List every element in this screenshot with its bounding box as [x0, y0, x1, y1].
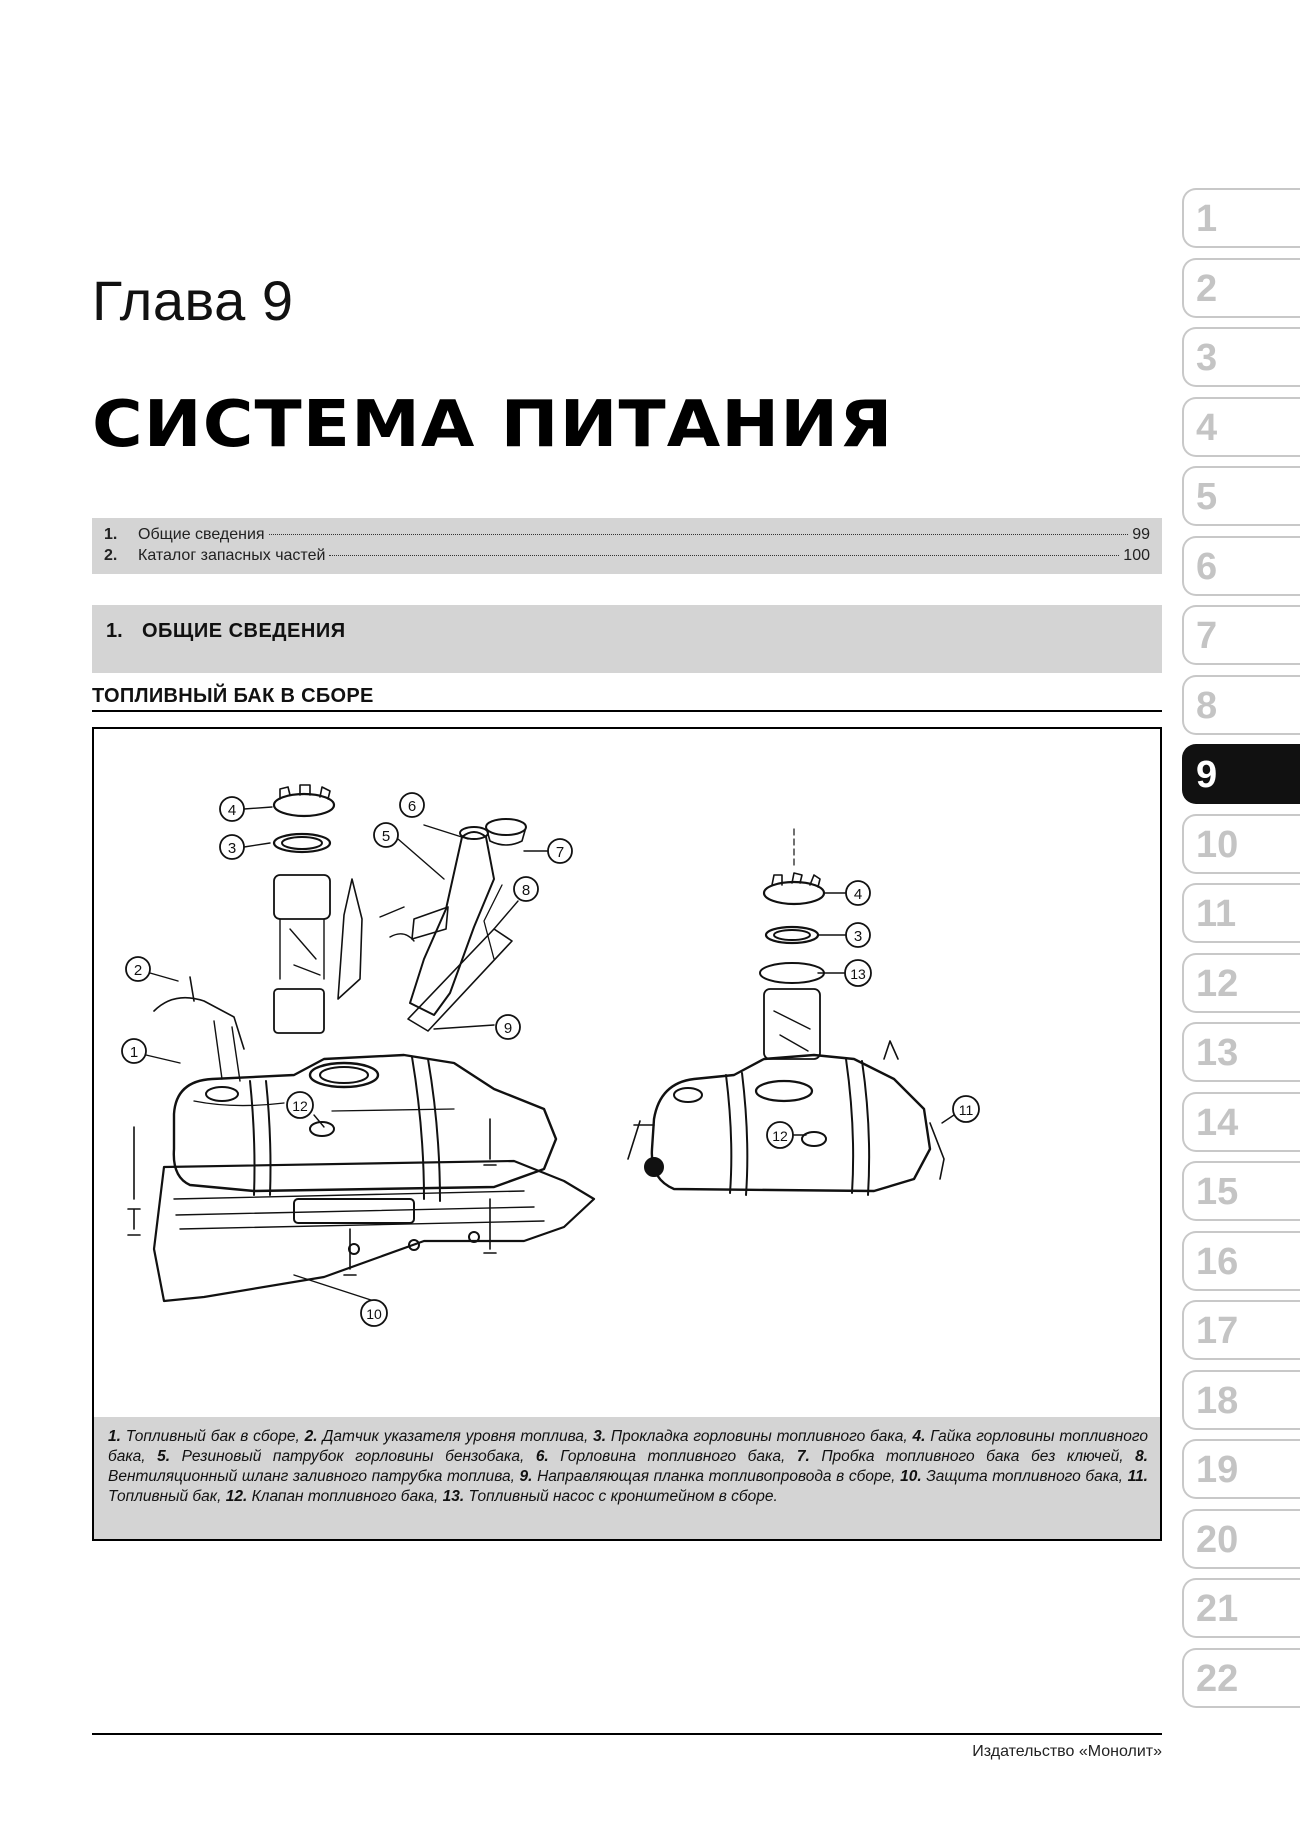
callout-label: 11 — [958, 1102, 974, 1118]
chapter-tab-18[interactable]: 18 — [1182, 1370, 1300, 1430]
chapter-tab-16[interactable]: 16 — [1182, 1231, 1300, 1291]
left-tank-assembly — [128, 785, 594, 1301]
fuel-tank-exploded-diagram — [94, 729, 1160, 1417]
chapter-tab-4[interactable]: 4 — [1182, 397, 1300, 457]
callout-label: 9 — [503, 1020, 513, 1037]
chapter-tab-10[interactable]: 10 — [1182, 814, 1300, 874]
chapter-tab-9[interactable]: 9 — [1182, 744, 1300, 804]
chapter-title: СИСТЕМА ПИТАНИЯ — [92, 388, 894, 462]
toc-leader-dots — [329, 555, 1119, 556]
callout-4-right — [846, 881, 870, 905]
callout-8 — [514, 877, 538, 901]
chapter-tab-12[interactable]: 12 — [1182, 953, 1300, 1013]
heading-rule — [92, 710, 1162, 712]
callout-label: 4 — [853, 886, 863, 903]
footer-rule — [92, 1733, 1162, 1735]
section-heading-bar — [92, 605, 1162, 673]
figure-caption: 1. Топливный бак в сборе, 2. Датчик указателя уровня топлива, 3. Прокладка горловины топливного бака, 4. Гайка горловины топливного бака, 5. Резиновый патрубок горловины бензобака, 6. Горловина топливного бака, 7. Пробка топливного бака без ключей, 8. Вентиляционный шланг заливного патрубка топлива, 9. Направляющая планка топливопровода в сборе, 10. Защита топливного бака, 11. Топливный бак, 12. Клапан топливного бака, 13. Топливный насос с кронштейном в сборе. — [94, 1417, 1160, 1539]
callout-label: 7 — [555, 844, 565, 861]
callout-label: 10 — [366, 1306, 382, 1322]
callout-7 — [548, 839, 572, 863]
chapter-tab-6[interactable]: 6 — [1182, 536, 1300, 596]
chapter-tab-21[interactable]: 21 — [1182, 1578, 1300, 1638]
callout-10 — [361, 1300, 387, 1326]
fuel-tank-figure — [92, 727, 1162, 1541]
chapter-tab-3[interactable]: 3 — [1182, 327, 1300, 387]
chapter-label: Глава 9 — [92, 269, 294, 332]
chapter-tab-20[interactable]: 20 — [1182, 1509, 1300, 1569]
chapter-tab-17[interactable]: 17 — [1182, 1300, 1300, 1360]
callout-12-left — [287, 1092, 313, 1118]
publisher-footer: Издательство «Монолит» — [972, 1743, 1162, 1760]
toc-entry-number: 2. — [104, 547, 118, 564]
chapter-tab-11[interactable]: 11 — [1182, 883, 1300, 943]
toc-entry-page: 99 — [1132, 526, 1150, 543]
toc-entry-title: Каталог запасных частей — [138, 547, 326, 564]
callout-label: 1 — [129, 1044, 139, 1061]
chapter-tab-8[interactable]: 8 — [1182, 675, 1300, 735]
callout-label: 8 — [521, 882, 531, 899]
callout-2 — [126, 957, 150, 981]
subsection-heading: ТОПЛИВНЫЙ БАК В СБОРЕ — [92, 685, 374, 707]
toc-entry[interactable] — [104, 526, 1150, 546]
section-number: 1. — [106, 620, 123, 642]
callout-label: 13 — [850, 966, 866, 982]
toc-entry[interactable] — [104, 547, 1150, 567]
toc-entry-page: 100 — [1123, 547, 1150, 564]
callout-13 — [845, 960, 871, 986]
section-title: ОБЩИЕ СВЕДЕНИЯ — [142, 620, 346, 642]
toc-entry-number: 1. — [104, 526, 118, 543]
callout-label: 5 — [381, 828, 391, 845]
callout-1 — [122, 1039, 146, 1063]
callout-label: 6 — [407, 798, 417, 815]
chapter-tab-19[interactable]: 19 — [1182, 1439, 1300, 1499]
callout-label: 4 — [227, 802, 237, 819]
callout-9 — [496, 1015, 520, 1039]
callout-4 — [220, 797, 244, 821]
callout-5 — [374, 823, 398, 847]
callout-12-right — [767, 1122, 793, 1148]
toc-leader-dots — [269, 534, 1129, 535]
toc-entry-title: Общие сведения — [138, 526, 265, 543]
chapter-tab-5[interactable]: 5 — [1182, 466, 1300, 526]
chapter-tab-22[interactable]: 22 — [1182, 1648, 1300, 1708]
callout-3-right — [846, 923, 870, 947]
callout-6 — [400, 793, 424, 817]
chapter-tab-2[interactable]: 2 — [1182, 258, 1300, 318]
callout-label: 3 — [227, 840, 237, 857]
callout-11 — [953, 1096, 979, 1122]
chapter-tab-1[interactable]: 1 — [1182, 188, 1300, 248]
chapter-tab-14[interactable]: 14 — [1182, 1092, 1300, 1152]
table-of-contents — [92, 518, 1162, 574]
chapter-tab-13[interactable]: 13 — [1182, 1022, 1300, 1082]
chapter-tab-7[interactable]: 7 — [1182, 605, 1300, 665]
callout-label: 12 — [772, 1128, 788, 1144]
chapter-tab-15[interactable]: 15 — [1182, 1161, 1300, 1221]
callout-label: 2 — [133, 962, 143, 979]
callout-label: 3 — [853, 928, 863, 945]
callout-3 — [220, 835, 244, 859]
callout-label: 12 — [292, 1098, 308, 1114]
